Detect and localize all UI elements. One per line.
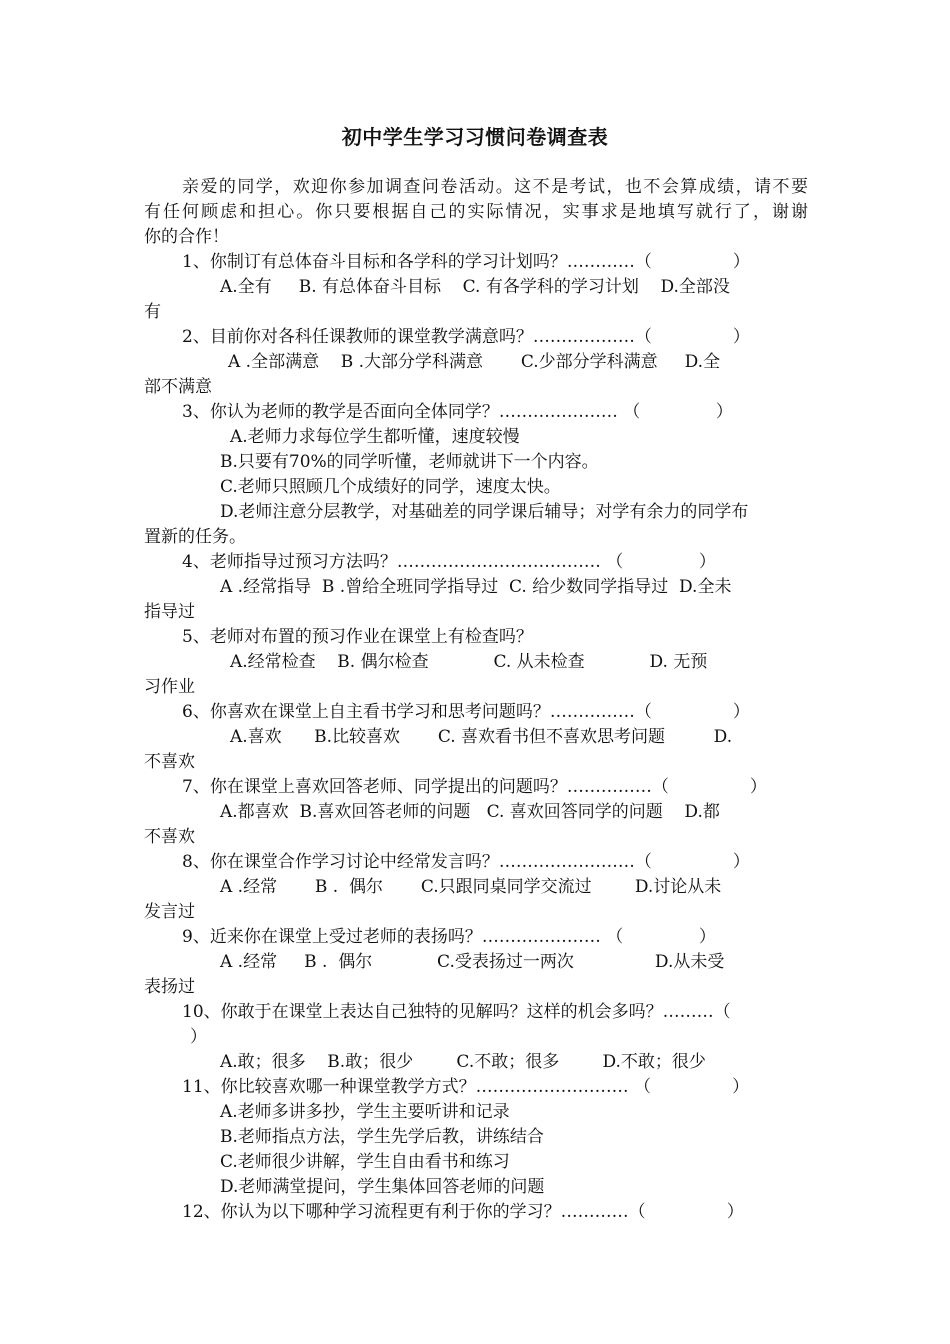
line-q6: 6、你喜欢在课堂上自主看书学习和思考问题吗？……………（ ） [182,702,750,722]
line-q8: 8、你在课堂合作学习讨论中经常发言吗？……………………（ ） [182,852,750,872]
line-q2-wrap: 部不满意 [144,377,212,397]
line-q6-wrap: 不喜欢 [144,752,195,772]
line-q8-wrap: 发言过 [144,902,195,922]
intro-line-1: 亲爱的同学，欢迎你参加调查问卷活动。这不是考试，也不会算成绩，请不要 [182,177,808,197]
line-q11-a: A.老师多讲多抄，学生主要听讲和记录 [220,1102,510,1122]
line-q3-wrap: 置新的任务。 [144,527,246,547]
intro-line-3: 你的合作！ [144,227,229,247]
line-q4-opts: A .经常指导 B .曾给全班同学指导过 C. 给少数同学指导过 D.全未 [220,577,732,597]
line-q7-opts: A.都喜欢 B.喜欢回答老师的问题 C. 喜欢回答同学的问题 D.都 [220,802,720,822]
line-q1-wrap: 有 [144,302,161,322]
page-title: 初中学生学习习惯问卷调查表 [341,125,609,149]
line-q10-opts: A.敢；很多 B.敢；很少 C.不敢；很多 D.不敢；很少 [220,1052,706,1072]
line-q1: 1、你制订有总体奋斗目标和各学科的学习计划吗？…………（ ） [182,252,750,272]
line-q7-wrap: 不喜欢 [144,827,195,847]
line-q5-wrap: 习作业 [144,677,195,697]
line-q3-a: A.老师力求每位学生都听懂，速度较慢 [230,427,520,447]
line-q2-opts: A .全部满意 B .大部分学科满意 C.少部分学科满意 D.全 [228,352,721,372]
line-q3-c: C.老师只照顾几个成绩好的同学，速度太快。 [220,477,561,497]
line-q9-opts: A .经常 B . 偶尔 C.受表扬过一两次 D.从未受 [220,952,725,972]
line-q7: 7、你在课堂上喜欢回答老师、同学提出的问题吗？……………（ ） [182,777,767,797]
line-q2: 2、目前你对各科任课教师的课堂教学满意吗？………………（ ） [182,327,750,347]
line-q11: 11、你比较喜欢哪一种课堂教学方式？……………………… （ ） [182,1077,750,1097]
line-q6-opts: A.喜欢 B.比较喜欢 C. 喜欢看书但不喜欢思考问题 D. [230,727,733,747]
line-q11-b: B.老师指点方法，学生先学后教，讲练结合 [220,1127,544,1147]
line-q4: 4、老师指导过预习方法吗？……………………………… （ ） [182,552,716,572]
line-q10-wrap: ） [190,1027,207,1047]
line-q11-d: D.老师满堂提问，学生集体回答老师的问题 [220,1177,545,1197]
line-q1-opts: A.全有 B. 有总体奋斗目标 C. 有各学科的学习计划 D.全部没 [220,277,730,297]
line-q12: 12、你认为以下哪种学习流程更有利于你的学习？…………（ ） [182,1202,744,1222]
line-q4-wrap: 指导过 [144,602,195,622]
line-q3-b: B.只要有70%的同学听懂，老师就讲下一个内容。 [220,452,599,472]
line-q9-wrap: 表扬过 [144,977,195,997]
line-q5: 5、老师对布置的预习作业在课堂上有检查吗？ [182,627,533,647]
line-q9: 9、近来你在课堂上受过老师的表扬吗？………………… （ ） [182,927,716,947]
line-q11-c: C.老师很少讲解，学生自由看书和练习 [220,1152,510,1172]
line-q8-opts: A .经常 B . 偶尔 C.只跟同桌同学交流过 D.讨论从未 [220,877,722,897]
intro-line-2: 有任何顾虑和担心。你只要根据自己的实际情况，实事求是地填写就行了，谢谢 [144,202,808,222]
line-q3: 3、你认为老师的教学是否面向全体同学？………………… （ ） [182,402,733,422]
line-q5-opts: A.经常检查 B. 偶尔检查 C. 从未检查 D. 无预 [230,652,708,672]
line-q10: 10、你敢于在课堂上表达自己独特的见解吗？这样的机会多吗？………（ [182,1002,731,1022]
line-q3-d: D.老师注意分层教学，对基础差的同学课后辅导；对学有余力的同学布 [220,502,749,522]
